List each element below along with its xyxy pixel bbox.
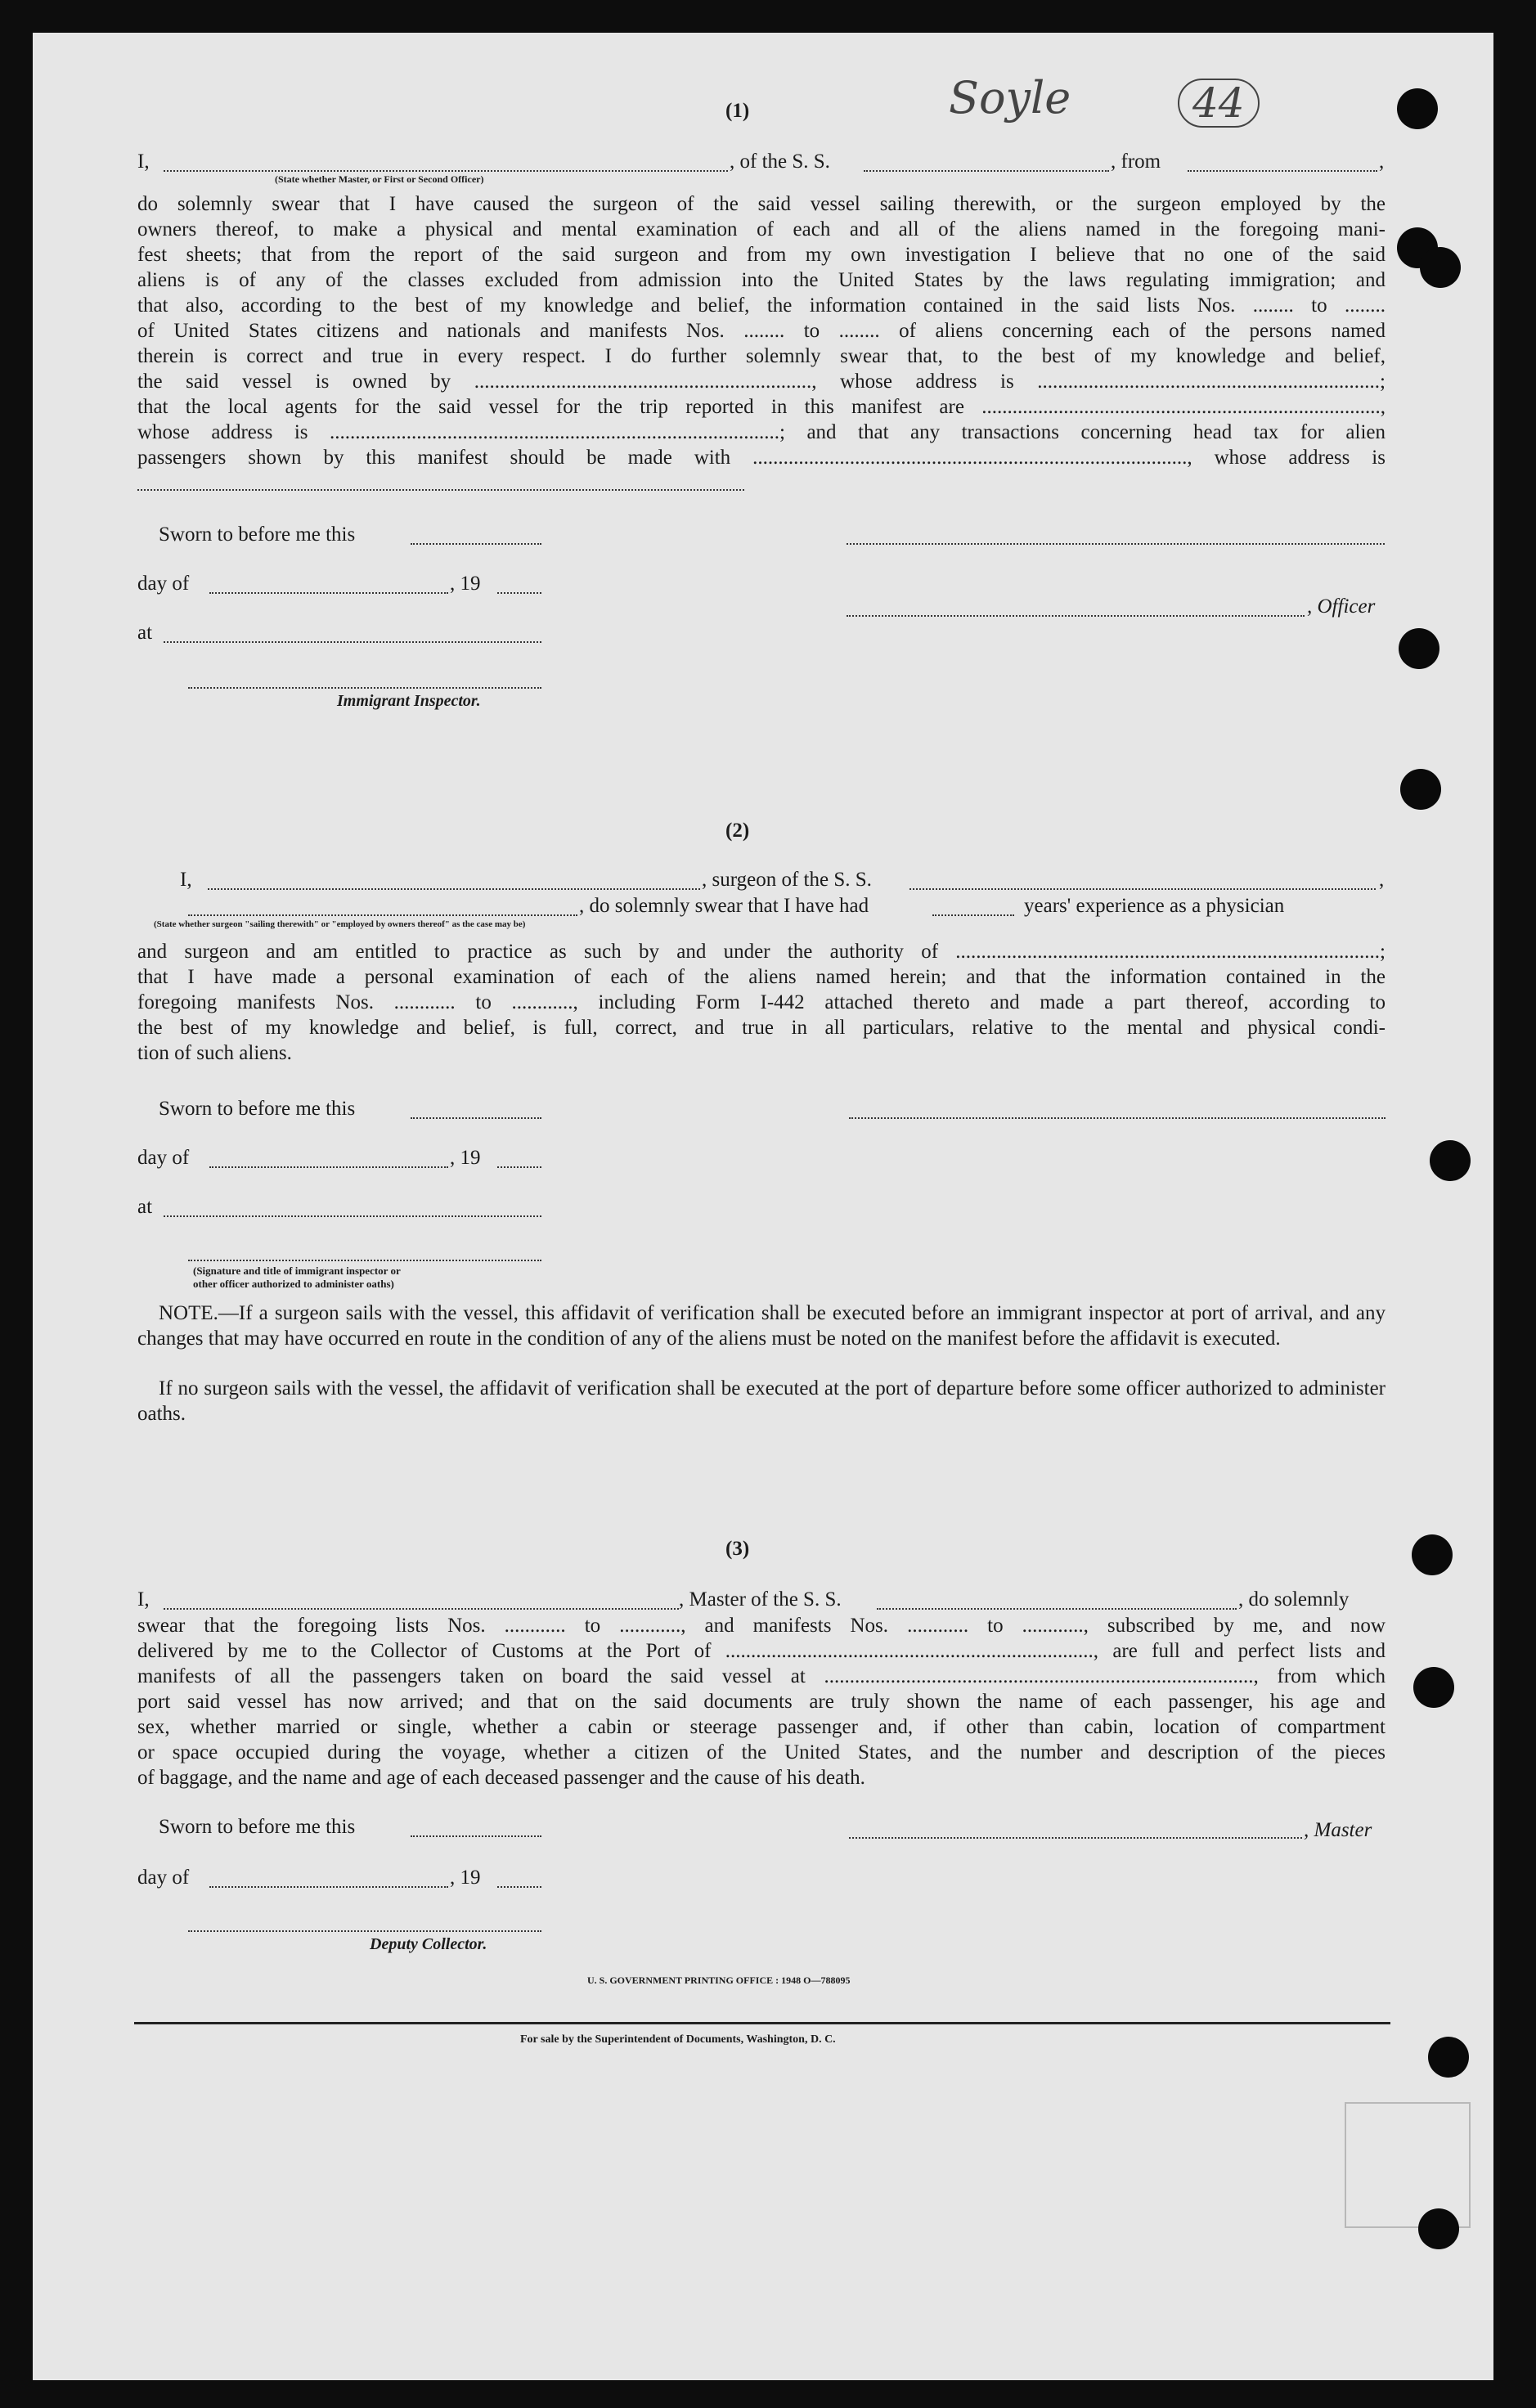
s2-at-label: at [137,1196,153,1218]
form-page [33,33,1493,2380]
s1-address-continuation-line[interactable] [137,489,744,491]
s3-master-text: , Master [1304,1819,1372,1841]
s1-line: do solemnly swear that I have caused the surgeon of the said vessel sailing therewith, or the surgeon employed by the [137,193,1386,215]
s2-oath-text [137,939,1386,1066]
s3-day-of-line[interactable] [209,1886,448,1888]
s1-signature-line[interactable] [847,543,1385,545]
s2-surgeon-note: (State whether surgeon "sailing therewith" or "employed by owners thereof" as the case may be) [154,919,526,929]
s3-master-signature-line[interactable] [849,1837,1302,1839]
s2-sworn-date-line[interactable] [411,1117,541,1119]
s1-vessel-name-line[interactable] [864,170,1109,172]
s2-comma: , [1379,869,1385,891]
binder-hole [1430,1140,1471,1181]
s3-sworn-label: Sworn to before me this [159,1816,356,1838]
s3-i-label: I, [137,1588,150,1611]
faded-stamp [1345,2102,1471,2228]
s1-of-ss-label: , of the S. S. [730,150,830,173]
s1-sworn-label: Sworn to before me this [159,523,356,546]
binder-hole [1420,247,1461,288]
s1-year-line[interactable] [497,592,541,594]
s3-line: delivered by me to the Collector of Customs at the Port of ........................................................................, are full and perfect lists and [137,1640,1386,1662]
s1-officer-name-line[interactable] [164,170,728,172]
s3-year-line[interactable] [497,1886,541,1888]
s1-line: of United States citizens and nationals and manifests Nos. ........ to ........ of aliens concerning each of the persons named [137,320,1386,342]
s1-inspector-line[interactable] [188,687,541,689]
s3-master-of-ss-label: , Master of the S. S. [679,1588,842,1611]
s2-line: foregoing manifests Nos. ............ to ............, including Form I-442 attached thereto and made a part thereof, according to [137,991,1386,1013]
s2-signature-line[interactable] [849,1117,1386,1119]
s1-from-label: , from [1111,150,1161,173]
s3-vessel-name-line[interactable] [877,1608,1237,1610]
s1-line: passengers shown by this manifest should be made with ....................................................................................., whose address is [137,447,1386,469]
s3-line: sex, whether married or single, whether a cabin or steerage passenger and, if other than cabin, location of compartment [137,1716,1386,1738]
s2-day-of-line[interactable] [209,1166,448,1168]
s3-master-label [1304,1817,1372,1843]
gpo-imprint: U. S. GOVERNMENT PRINTING OFFICE : 1948 O—788095 [587,1974,851,1986]
s1-inspector-label: Immigrant Inspector. [337,692,481,710]
s1-line: aliens is of any of the classes excluded from admission into the United States by the laws regulating immigration; and [137,269,1386,291]
s1-officer-note: (State whether Master, or First or Second Officer) [275,173,484,185]
s1-line: that the local agents for the said vessel for the trip reported in this manifest are .............................................................................., [137,396,1386,418]
s2-surgeon-name-line[interactable] [208,888,700,890]
s2-year-line[interactable] [497,1166,541,1168]
s1-oath-text [137,191,1386,470]
s1-officer-line[interactable] [847,615,1305,617]
binder-hole [1400,769,1441,810]
s2-signature-note-2: other officer authorized to administer oaths) [193,1278,394,1290]
footer-sale-notice: For sale by the Superintendent of Documents, Washington, D. C. [520,2033,836,2046]
s3-master-name-line[interactable] [164,1608,679,1610]
binder-hole [1418,2208,1459,2249]
s3-line: manifests of all the passengers taken on board the said vessel at ...................................................................................., from which [137,1665,1386,1687]
s2-line: and surgeon and am entitled to practice as such by and under the authority of ...................................................................................; [137,941,1386,963]
s2-line: tion of such aliens. [137,1042,292,1064]
handwritten-page-number: 44 [1178,79,1260,128]
s1-year-prefix: , 19 [450,573,481,595]
s1-officer-text: , Officer [1307,595,1376,618]
binder-hole [1428,2037,1469,2078]
s1-officer-label [1307,594,1375,619]
s3-oath-text [137,1613,1386,1790]
s1-sworn-date-line[interactable] [411,543,541,545]
s1-line: therein is correct and true in every respect. I do further solemnly swear that, to the best of my knowledge and belief, [137,345,1386,367]
s2-surgeon-of-ss-label: , surgeon of the S. S. [702,869,872,891]
s2-line: that I have made a personal examination of each of the aliens named herein; and that the information contained in the [137,966,1386,988]
binder-hole [1413,1667,1454,1708]
s2-years-label: years' experience as a physician [1024,895,1285,917]
s1-at-label: at [137,622,153,644]
footer-rule [134,2022,1390,2024]
section-1-number: (1) [725,100,750,122]
s1-at-line[interactable] [164,641,541,643]
s3-line: or space occupied during the voyage, whether a citizen of the United States, and the number and description of the pieces [137,1741,1386,1763]
s2-authorized-officer-line[interactable] [188,1260,541,1261]
s3-day-of-label: day of [137,1867,190,1889]
s1-comma: , [1379,150,1385,173]
s1-line: owners thereof, to make a physical and mental examination of each and all of the aliens named in the foregoing mani- [137,218,1386,240]
s2-i-label: I, [180,869,192,891]
s1-i-label: I, [137,150,150,173]
s1-day-of-line[interactable] [209,592,448,594]
s3-collector-line[interactable] [188,1930,541,1932]
s2-year-prefix: , 19 [450,1147,481,1169]
s2-signature-note-1: (Signature and title of immigrant inspector or [193,1265,401,1277]
s2-sailing-status-line[interactable] [188,914,577,916]
s2-day-of-label: day of [137,1147,190,1169]
section-2-number: (2) [725,820,750,842]
s1-day-of-label: day of [137,573,190,595]
s1-line: fest sheets; that from the report of the said surgeon and from my own investigation I believe that no one of the said [137,244,1386,266]
s3-line: swear that the foregoing lists Nos. ............ to ............, and manifests Nos. ............ to ............, subscribed by me, and now [137,1615,1386,1637]
s3-sworn-date-line[interactable] [411,1835,541,1837]
s2-years-line[interactable] [932,914,1014,916]
s2-at-line[interactable] [164,1215,541,1217]
s3-year-prefix: , 19 [450,1867,481,1889]
s2-swear-label: , do solemnly swear that I have had [579,895,869,917]
s2-note-paragraph-2: If no surgeon sails with the vessel, the affidavit of verification shall be executed at the port of departure before some officer authorized to administer oaths. [137,1377,1386,1425]
s3-do-solemnly: , do solemnly [1238,1588,1350,1611]
s2-line: the best of my knowledge and belief, is full, correct, and true in all particulars, relative to the mental and physical condi- [137,1017,1386,1039]
binder-hole [1399,628,1439,669]
s3-line: of baggage, and the name and age of each deceased passenger and the cause of his death. [137,1767,865,1789]
section-3-number: (3) [725,1538,750,1560]
s2-note-paragraph-1: NOTE.—If a surgeon sails with the vessel, this affidavit of verification shall be executed before an immigrant inspector at port of arrival, and any changes that may have occurred en route in the condition of any of the aliens must be noted on the manifest before the affidavit is executed. [137,1302,1386,1350]
s1-from-port-line[interactable] [1188,170,1377,172]
s2-vessel-name-line[interactable] [909,888,1376,890]
s3-line: port said vessel has now arrived; and that on the said documents are truly shown the name of each passenger, his age and [137,1691,1386,1713]
s3-collector-label: Deputy Collector. [370,1935,487,1953]
s1-line: whose address is ........................................................................................; and that any transactions concerning head tax for alien [137,421,1386,443]
handwritten-mark: Soyle [949,72,1071,124]
s1-line: the said vessel is owned by .................................................................., whose address is ...................................................................; [137,371,1386,393]
s1-line: that also, according to the best of my knowledge and belief, the information contained in the said lists Nos. ........ to ........ [137,294,1386,317]
binder-hole [1397,88,1438,129]
binder-hole [1412,1534,1453,1575]
s2-sworn-label: Sworn to before me this [159,1098,356,1120]
